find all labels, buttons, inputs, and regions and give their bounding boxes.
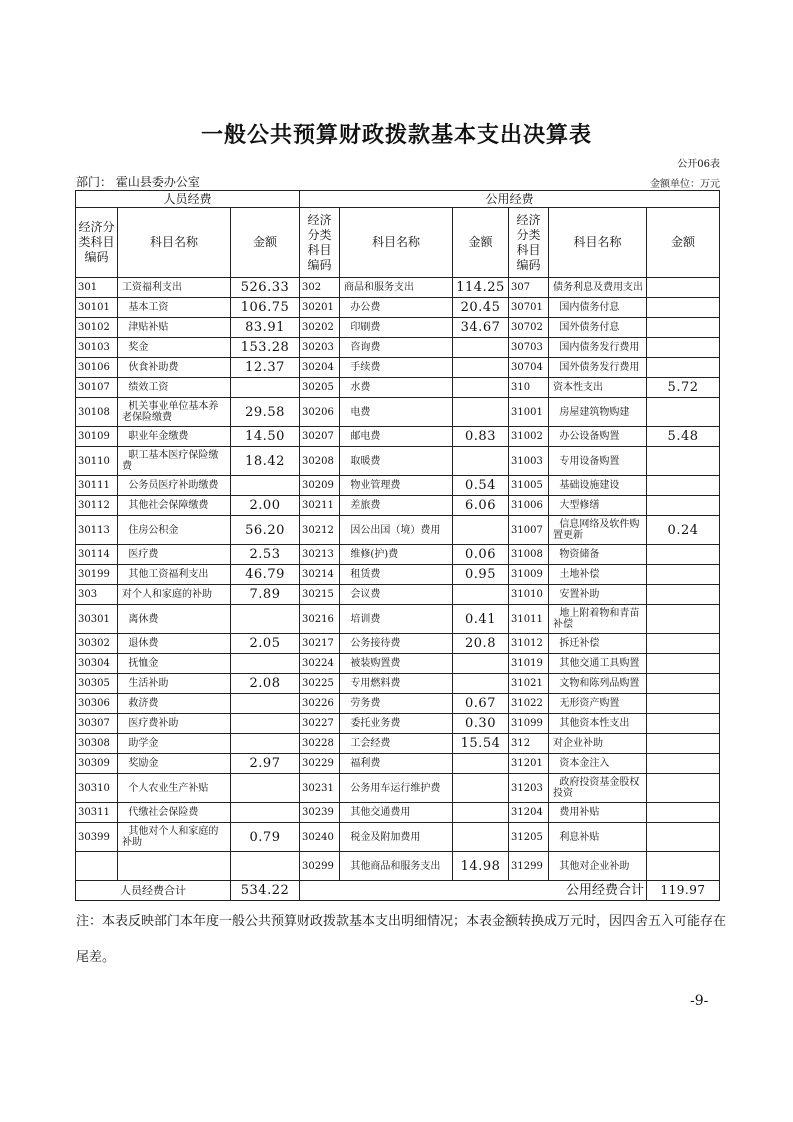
economic-code-cell: 30301 (76, 605, 118, 634)
item-name-cell: 取暖费 (340, 447, 453, 476)
col-header-amount: 金额 (647, 208, 720, 278)
item-name-cell: 住房公积金 (118, 516, 231, 545)
public-group-header: 公用经费 (300, 191, 720, 208)
table-row (76, 565, 720, 585)
item-name-cell: 机关事业单位基本养老保险缴费 (118, 398, 231, 427)
table-row (76, 358, 720, 378)
economic-code-cell: 30101 (76, 298, 118, 318)
economic-code-cell: 30308 (76, 734, 118, 754)
economic-code-cell: 30215 (300, 585, 340, 605)
item-name-cell: 手续费 (340, 358, 453, 378)
budget-table (75, 190, 720, 901)
amount-cell (453, 654, 509, 674)
economic-code-cell: 30107 (76, 378, 118, 398)
economic-code-cell: 30203 (300, 338, 340, 358)
table-row (76, 545, 720, 565)
personnel-total-value: 534.22 (231, 881, 300, 901)
item-name-cell: 印刷费 (340, 318, 453, 338)
item-name-cell: 资本性支出 (549, 378, 647, 398)
amount-cell (647, 398, 720, 427)
amount-cell: 0.54 (453, 476, 509, 496)
amount-cell (647, 852, 720, 881)
economic-code-cell: 30209 (300, 476, 340, 496)
item-name-cell: 水费 (340, 378, 453, 398)
amount-cell (231, 852, 300, 881)
economic-code-cell: 30225 (300, 674, 340, 694)
amount-cell: 34.67 (453, 318, 509, 338)
col-header-amount: 金额 (453, 208, 509, 278)
economic-code-cell: 30211 (300, 496, 340, 516)
economic-code-cell: 30110 (76, 447, 118, 476)
economic-code-cell: 30224 (300, 654, 340, 674)
economic-code-cell: 30113 (76, 516, 118, 545)
amount-cell (647, 823, 720, 852)
economic-code-cell: 30201 (300, 298, 340, 318)
amount-cell (647, 694, 720, 714)
amount-cell (647, 674, 720, 694)
item-name-cell: 退休费 (118, 634, 231, 654)
economic-code-cell: 30207 (300, 427, 340, 447)
table-row (76, 516, 720, 545)
item-name-cell: 其他工资福利支出 (118, 565, 231, 585)
amount-cell (453, 754, 509, 774)
amount-cell: 46.79 (231, 565, 300, 585)
item-name-cell: 税金及附加费用 (340, 823, 453, 852)
economic-code-cell: 30311 (76, 803, 118, 823)
economic-code-cell: 302 (300, 278, 340, 298)
item-name-cell: 资本金注入 (549, 754, 647, 774)
economic-code-cell: 31007 (509, 516, 549, 545)
economic-code-cell: 31008 (509, 545, 549, 565)
table-row (76, 585, 720, 605)
economic-code-cell: 30701 (509, 298, 549, 318)
amount-cell: 0.24 (647, 516, 720, 545)
item-name-cell: 商品和服务支出 (340, 278, 453, 298)
table-row (76, 774, 720, 803)
amount-unit-label: 金额单位：万元 (650, 179, 720, 190)
footnote: 注：本表反映部门本年度一般公共预算财政拨款基本支出明细情况；本表金额转换成万元时，因四舍五入可能存在尾差。 (76, 914, 727, 965)
amount-cell (453, 674, 509, 694)
amount-cell: 114.25 (453, 278, 509, 298)
economic-code-cell: 301 (76, 278, 118, 298)
economic-code-cell: 30216 (300, 605, 340, 634)
table-row (76, 634, 720, 654)
table-row (76, 298, 720, 318)
item-name-cell: 政府投资基金股权投资 (549, 774, 647, 803)
economic-code-cell: 31022 (509, 694, 549, 714)
table-row (76, 754, 720, 774)
economic-code-cell: 30239 (300, 803, 340, 823)
item-name-cell: 其他交通费用 (340, 803, 453, 823)
amount-cell: 15.54 (453, 734, 509, 754)
item-name-cell: 对个人和家庭的补助 (118, 585, 231, 605)
economic-code-cell: 30111 (76, 476, 118, 496)
economic-code-cell: 31099 (509, 714, 549, 734)
amount-cell: 0.79 (231, 823, 300, 852)
economic-code-cell: 30703 (509, 338, 549, 358)
economic-code-cell: 31019 (509, 654, 549, 674)
table-row (76, 278, 720, 298)
col-header-code: 经济分类科目编码 (509, 208, 549, 278)
amount-cell (647, 545, 720, 565)
amount-cell (453, 358, 509, 378)
economic-code-cell: 31010 (509, 585, 549, 605)
item-name-cell: 会议费 (340, 585, 453, 605)
item-name-cell: 国外债务发行费用 (549, 358, 647, 378)
amount-cell: 106.75 (231, 298, 300, 318)
economic-code-cell: 31003 (509, 447, 549, 476)
table-row (76, 694, 720, 714)
table-row (76, 496, 720, 516)
item-name-cell: 职业年金缴费 (118, 427, 231, 447)
item-name-cell: 福利费 (340, 754, 453, 774)
item-name-cell: 职工基本医疗保险缴费 (118, 447, 231, 476)
economic-code-cell: 31001 (509, 398, 549, 427)
economic-code-cell: 30399 (76, 823, 118, 852)
amount-cell (647, 278, 720, 298)
economic-code-cell: 30114 (76, 545, 118, 565)
amount-cell: 14.98 (453, 852, 509, 881)
economic-code-cell: 30306 (76, 694, 118, 714)
item-name-cell: 公务接待费 (340, 634, 453, 654)
economic-code-cell: 303 (76, 585, 118, 605)
col-header-name: 科目名称 (549, 208, 647, 278)
item-name-cell: 办公费 (340, 298, 453, 318)
amount-cell: 5.72 (647, 378, 720, 398)
table-row (76, 852, 720, 881)
item-name-cell: 邮电费 (340, 427, 453, 447)
item-name-cell: 代缴社会保险费 (118, 803, 231, 823)
item-name-cell: 公务员医疗补助缴费 (118, 476, 231, 496)
economic-code-cell: 30299 (300, 852, 340, 881)
amount-cell (647, 774, 720, 803)
item-name-cell (118, 852, 231, 881)
economic-code-cell: 30228 (300, 734, 340, 754)
economic-code-cell: 30208 (300, 447, 340, 476)
item-name-cell: 工会经费 (340, 734, 453, 754)
item-name-cell: 费用补贴 (549, 803, 647, 823)
economic-code-cell: 30204 (300, 358, 340, 378)
economic-code-cell: 30102 (76, 318, 118, 338)
item-name-cell: 专用设备购置 (549, 447, 647, 476)
economic-code-cell: 30199 (76, 565, 118, 585)
amount-cell (231, 694, 300, 714)
item-name-cell: 地上附着物和青苗补偿 (549, 605, 647, 634)
amount-cell (647, 358, 720, 378)
economic-code-cell: 31011 (509, 605, 549, 634)
amount-cell: 7.89 (231, 585, 300, 605)
item-name-cell: 医疗费 (118, 545, 231, 565)
item-name-cell: 维修(护)费 (340, 545, 453, 565)
amount-cell: 29.58 (231, 398, 300, 427)
amount-cell (647, 714, 720, 734)
table-row (76, 734, 720, 754)
economic-code-cell: 30214 (300, 565, 340, 585)
page-title: 一般公共预算财政拨款基本支出决算表 (200, 122, 592, 148)
personnel-group-header: 人员经费 (76, 191, 300, 208)
amount-cell (647, 734, 720, 754)
amount-cell (453, 378, 509, 398)
item-name-cell: 救济费 (118, 694, 231, 714)
amount-cell (453, 338, 509, 358)
amount-cell: 2.08 (231, 674, 300, 694)
item-name-cell: 国内债务付息 (549, 298, 647, 318)
economic-code-cell: 30704 (509, 358, 549, 378)
amount-cell (647, 803, 720, 823)
amount-cell (231, 803, 300, 823)
item-name-cell: 医疗费补助 (118, 714, 231, 734)
item-name-cell: 咨询费 (340, 338, 453, 358)
item-name-cell: 大型修缮 (549, 496, 647, 516)
amount-cell (231, 714, 300, 734)
item-name-cell: 其他商品和服务支出 (340, 852, 453, 881)
economic-code-cell: 30109 (76, 427, 118, 447)
item-name-cell: 伙食补助费 (118, 358, 231, 378)
item-name-cell: 信息网络及软件购置更新 (549, 516, 647, 545)
economic-code-cell: 31012 (509, 634, 549, 654)
amount-cell: 12.37 (231, 358, 300, 378)
amount-cell: 0.67 (453, 694, 509, 714)
item-name-cell: 培训费 (340, 605, 453, 634)
economic-code-cell: 30307 (76, 714, 118, 734)
item-name-cell: 土地补偿 (549, 565, 647, 585)
amount-cell: 6.06 (453, 496, 509, 516)
amount-cell (231, 476, 300, 496)
amount-cell (231, 378, 300, 398)
amount-cell (231, 774, 300, 803)
amount-cell: 0.41 (453, 605, 509, 634)
table-row (76, 654, 720, 674)
economic-code-cell: 31203 (509, 774, 549, 803)
item-name-cell: 物资储备 (549, 545, 647, 565)
item-name-cell: 房屋建筑物购建 (549, 398, 647, 427)
table-row (76, 318, 720, 338)
economic-code-cell: 30229 (300, 754, 340, 774)
col-header-amount: 金额 (231, 208, 300, 278)
economic-code-cell: 31204 (509, 803, 549, 823)
item-name-cell: 对企业补助 (549, 734, 647, 754)
amount-cell: 526.33 (231, 278, 300, 298)
item-name-cell: 其他资本性支出 (549, 714, 647, 734)
amount-cell (647, 565, 720, 585)
table-row (76, 674, 720, 694)
item-name-cell: 专用燃料费 (340, 674, 453, 694)
department-label: 部门： 霍山县委办公室 (76, 175, 200, 189)
item-name-cell: 公务用车运行维护费 (340, 774, 453, 803)
item-name-cell: 基础设施建设 (549, 476, 647, 496)
economic-code-cell: 30212 (300, 516, 340, 545)
amount-cell (231, 734, 300, 754)
table-row (76, 447, 720, 476)
economic-code-cell (76, 852, 118, 881)
amount-cell: 2.05 (231, 634, 300, 654)
economic-code-cell: 30304 (76, 654, 118, 674)
item-name-cell: 无形资产购置 (549, 694, 647, 714)
amount-cell (647, 476, 720, 496)
amount-cell: 0.30 (453, 714, 509, 734)
economic-code-cell: 31021 (509, 674, 549, 694)
economic-code-cell: 30202 (300, 318, 340, 338)
amount-cell: 2.53 (231, 545, 300, 565)
item-name-cell: 拆迁补偿 (549, 634, 647, 654)
economic-code-cell: 30106 (76, 358, 118, 378)
table-row (76, 605, 720, 634)
item-name-cell: 国外债务付息 (549, 318, 647, 338)
amount-cell: 5.48 (647, 427, 720, 447)
item-name-cell: 工资福利支出 (118, 278, 231, 298)
amount-cell (647, 496, 720, 516)
amount-cell: 0.95 (453, 565, 509, 585)
amount-cell (453, 398, 509, 427)
economic-code-cell: 30112 (76, 496, 118, 516)
item-name-cell: 电费 (340, 398, 453, 427)
amount-cell (647, 754, 720, 774)
item-name-cell: 国内债务发行费用 (549, 338, 647, 358)
amount-cell: 20.8 (453, 634, 509, 654)
amount-cell (231, 654, 300, 674)
page-number: -9- (690, 993, 709, 1009)
table-row (76, 398, 720, 427)
economic-code-cell: 30226 (300, 694, 340, 714)
amount-cell (647, 585, 720, 605)
col-header-name: 科目名称 (340, 208, 453, 278)
economic-code-cell: 31299 (509, 852, 549, 881)
economic-code-cell: 31205 (509, 823, 549, 852)
amount-cell: 2.97 (231, 754, 300, 774)
amount-cell (647, 634, 720, 654)
amount-cell (647, 298, 720, 318)
form-number: 公开06表 (677, 159, 720, 170)
item-name-cell: 文物和陈列品购置 (549, 674, 647, 694)
economic-code-cell: 30305 (76, 674, 118, 694)
item-name-cell: 劳务费 (340, 694, 453, 714)
economic-code-cell: 31201 (509, 754, 549, 774)
economic-code-cell: 30302 (76, 634, 118, 654)
amount-cell: 83.91 (231, 318, 300, 338)
economic-code-cell: 30205 (300, 378, 340, 398)
item-name-cell: 委托业务费 (340, 714, 453, 734)
item-name-cell: 个人农业生产补贴 (118, 774, 231, 803)
item-name-cell: 其他交通工具购置 (549, 654, 647, 674)
item-name-cell: 办公设备购置 (549, 427, 647, 447)
table-row (76, 476, 720, 496)
amount-cell (647, 338, 720, 358)
table-row (76, 338, 720, 358)
economic-code-cell: 30103 (76, 338, 118, 358)
economic-code-cell: 30227 (300, 714, 340, 734)
amount-cell: 0.06 (453, 545, 509, 565)
amount-cell: 153.28 (231, 338, 300, 358)
table-row (76, 427, 720, 447)
item-name-cell: 其他社会保障缴费 (118, 496, 231, 516)
col-header-name: 科目名称 (118, 208, 231, 278)
item-name-cell: 奖金 (118, 338, 231, 358)
economic-code-cell: 30240 (300, 823, 340, 852)
economic-code-cell: 31002 (509, 427, 549, 447)
economic-code-cell: 31005 (509, 476, 549, 496)
item-name-cell: 利息补贴 (549, 823, 647, 852)
amount-cell: 14.50 (231, 427, 300, 447)
public-total-value: 119.97 (647, 881, 720, 901)
economic-code-cell: 312 (509, 734, 549, 754)
item-name-cell: 助学金 (118, 734, 231, 754)
amount-cell (647, 447, 720, 476)
table-row (76, 823, 720, 852)
amount-cell: 18.42 (231, 447, 300, 476)
item-name-cell: 奖励金 (118, 754, 231, 774)
economic-code-cell: 30702 (509, 318, 549, 338)
amount-cell: 20.45 (453, 298, 509, 318)
item-name-cell: 抚恤金 (118, 654, 231, 674)
item-name-cell: 物业管理费 (340, 476, 453, 496)
economic-code-cell: 30309 (76, 754, 118, 774)
economic-code-cell: 30108 (76, 398, 118, 427)
economic-code-cell: 31006 (509, 496, 549, 516)
economic-code-cell: 30206 (300, 398, 340, 427)
amount-cell (647, 605, 720, 634)
item-name-cell: 被装购置费 (340, 654, 453, 674)
amount-cell (453, 516, 509, 545)
item-name-cell: 其他对企业补助 (549, 852, 647, 881)
economic-code-cell: 307 (509, 278, 549, 298)
item-name-cell: 生活补助 (118, 674, 231, 694)
amount-cell (453, 585, 509, 605)
amount-cell: 0.83 (453, 427, 509, 447)
col-header-code: 经济分类科目编码 (76, 208, 118, 278)
amount-cell (231, 605, 300, 634)
amount-cell (453, 803, 509, 823)
personnel-total-label: 人员经费合计 (76, 881, 231, 901)
item-name-cell: 其他对个人和家庭的补助 (118, 823, 231, 852)
economic-code-cell: 30310 (76, 774, 118, 803)
table-row (76, 714, 720, 734)
item-name-cell: 津贴补贴 (118, 318, 231, 338)
economic-code-cell: 30231 (300, 774, 340, 803)
table-row (76, 803, 720, 823)
col-header-code: 经济 分类 科目 编码 (300, 208, 340, 278)
amount-cell (453, 447, 509, 476)
economic-code-cell: 30213 (300, 545, 340, 565)
economic-code-cell: 310 (509, 378, 549, 398)
item-name-cell: 差旅费 (340, 496, 453, 516)
item-name-cell: 租赁费 (340, 565, 453, 585)
amount-cell: 56.20 (231, 516, 300, 545)
item-name-cell: 债务利息及费用支出 (549, 278, 647, 298)
amount-cell: 2.00 (231, 496, 300, 516)
amount-cell (453, 774, 509, 803)
amount-cell (647, 654, 720, 674)
item-name-cell: 绩效工资 (118, 378, 231, 398)
item-name-cell: 因公出国（境）费用 (340, 516, 453, 545)
amount-cell (453, 823, 509, 852)
item-name-cell: 安置补助 (549, 585, 647, 605)
economic-code-cell: 30217 (300, 634, 340, 654)
economic-code-cell: 31009 (509, 565, 549, 585)
item-name-cell: 离休费 (118, 605, 231, 634)
public-total-label: 公用经费合计 (300, 881, 647, 901)
table-row (76, 378, 720, 398)
item-name-cell: 基本工资 (118, 298, 231, 318)
amount-cell (647, 318, 720, 338)
